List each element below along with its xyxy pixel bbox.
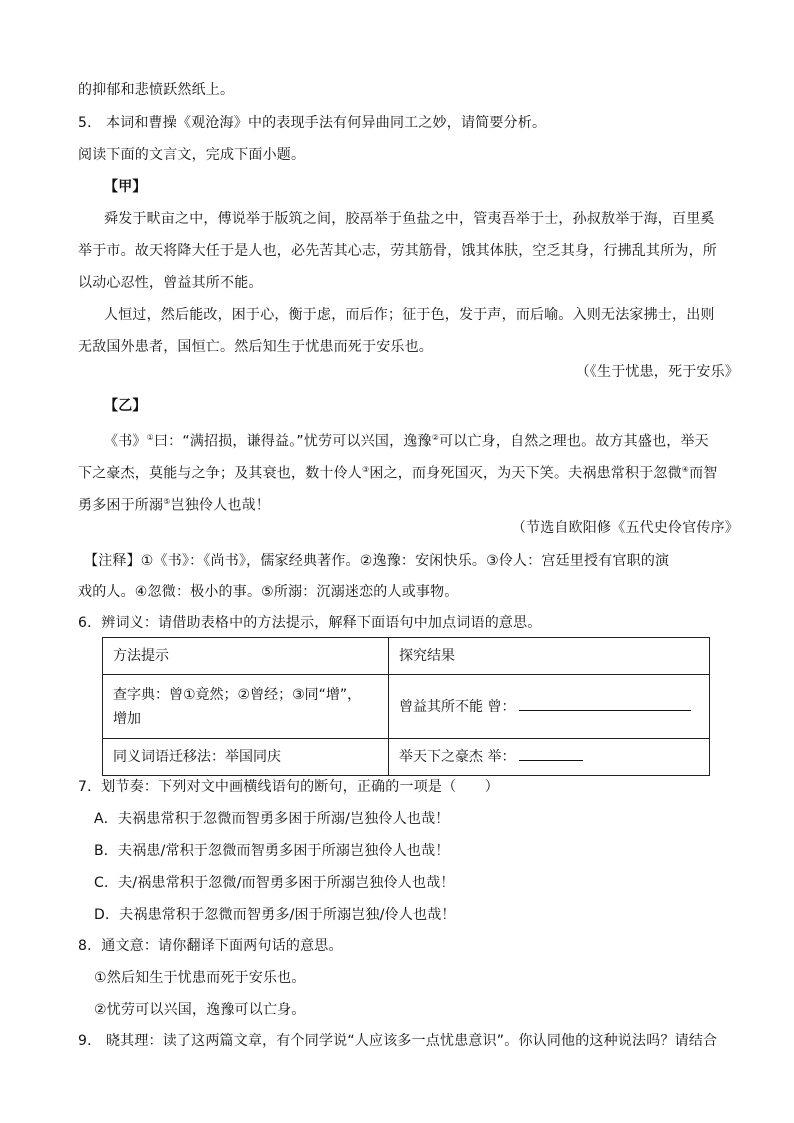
option-a[interactable]: A．夫祸患常积于忽微而智勇多困于所溺/岂独伶人也哉！: [94, 811, 450, 827]
reading-intro: 阅读下面的文言文，完成下面小题。: [78, 147, 306, 163]
option-b[interactable]: B．夫祸患/常积于忽微而智勇多困于所溺岂独伶人也哉！: [94, 843, 450, 859]
passage-jia-text: 无敌国外患者，国恒亡。然后知生于忧患而死于安乐也。: [78, 339, 433, 355]
answer-blank[interactable]: [519, 746, 583, 761]
passage-jia-text: 人恒过，然后能改，困于心，衡于虑，而后作；征于色，发于声，而后喻。入则无法家拂士，出则: [104, 307, 715, 323]
note-marker: ②: [431, 433, 440, 442]
table-cell: 同义词语迁移法：举国同庆: [103, 739, 389, 776]
passage-jia-text: 举于市。故天将降大任于是人也，必先苦其心志，劳其筋骨，饿其体肤，空乏其身，行拂乱其所为，所: [78, 243, 717, 259]
option-d[interactable]: D．夫祸患常积于忽微而智勇多/困于所溺岂独/伶人也哉！: [94, 907, 456, 923]
sentence-1: ①然后知生于忧患而死于安乐也。: [94, 970, 306, 986]
passage-yi-text: 《书》①曰：“满招损，谦得益。”忧劳可以兴国，逸豫②可以亡身，自然之理也。故方其盛也，举天: [104, 433, 709, 450]
question-5: 5． 本词和曹操《观沧海》中的表现手法有何异曲同工之妙，请简要分析。: [78, 115, 547, 131]
note-marker: ④: [681, 465, 690, 474]
table-row: [103, 739, 710, 776]
method-table: [102, 637, 710, 776]
passage-jia-text: 舜发于畎亩之中，傅说举于版筑之间，胶鬲举于鱼盐之中，管夷吾举于士，孙叔敖举于海，百里奚: [104, 211, 715, 227]
passage-jia-heading: 【甲】: [104, 179, 147, 195]
line-continuation: 的抑郁和悲愤跃然纸上。: [78, 82, 235, 98]
question-9: 9． 晓其理：读了这两篇文章，有个同学说“人应该多一点忧患意识”。你认同他的这种说法吗？请结合: [78, 1033, 718, 1049]
option-c[interactable]: C．夫/祸患常积于忽微/而智勇多困于所溺岂独伶人也哉！: [94, 875, 455, 891]
passage-jia-source: （《生于忧患，死于安乐》: [575, 364, 739, 380]
question-6: 6．辨词义：请借助表格中的方法提示，解释下面语句中加点词语的意思。: [78, 615, 542, 631]
table-header: 方法提示: [103, 638, 389, 675]
annotations: 【注释】①《书》：《尚书》，儒家经典著作。②逸豫：安闲快乐。③伶人：宫廷里授有官职的演: [84, 553, 670, 569]
table-cell: 曾益其所不能 曾：: [389, 675, 710, 739]
passage-yi-text: 下之豪杰，莫能与之争；及其衰也，数十伶人③困之，而身死国灭，为天下笑。夫祸患常积于忽微④而智: [78, 465, 718, 482]
answer-blank[interactable]: [519, 696, 691, 711]
table-row: [103, 638, 710, 675]
table-cell: 举天下之豪杰 举：: [389, 739, 710, 776]
passage-yi-heading: 【乙】: [104, 398, 147, 414]
table-row: [103, 675, 710, 739]
note-marker: ⑤: [163, 497, 171, 506]
question-7: 7．划节奏：下列对文中画横线语句的断句，正确的一项是（ ）: [78, 779, 499, 795]
question-8: 8．通文意：请你翻译下面两句话的意思。: [78, 938, 343, 954]
passage-yi-text: 勇多困于所溺⑤岂独伶人也哉！: [78, 497, 270, 514]
table-cell: 查字典：曾①竟然；②曾经；③同“增”， 增加: [103, 675, 389, 739]
passage-jia-text: 以动心忍性，曾益其所不能。: [78, 275, 263, 291]
table-header: 探究结果: [389, 638, 710, 675]
annotations: 戏的人。④忽微：极小的事。⑤所溺：沉溺迷恋的人或事物。: [78, 584, 459, 600]
note-marker: ①: [146, 433, 154, 442]
sentence-2: ②忧劳可以兴国，逸豫可以亡身。: [94, 1002, 306, 1018]
passage-yi-source: （节选自欧阳修《五代史伶官传序》: [511, 520, 739, 536]
note-marker: ③: [362, 465, 370, 474]
